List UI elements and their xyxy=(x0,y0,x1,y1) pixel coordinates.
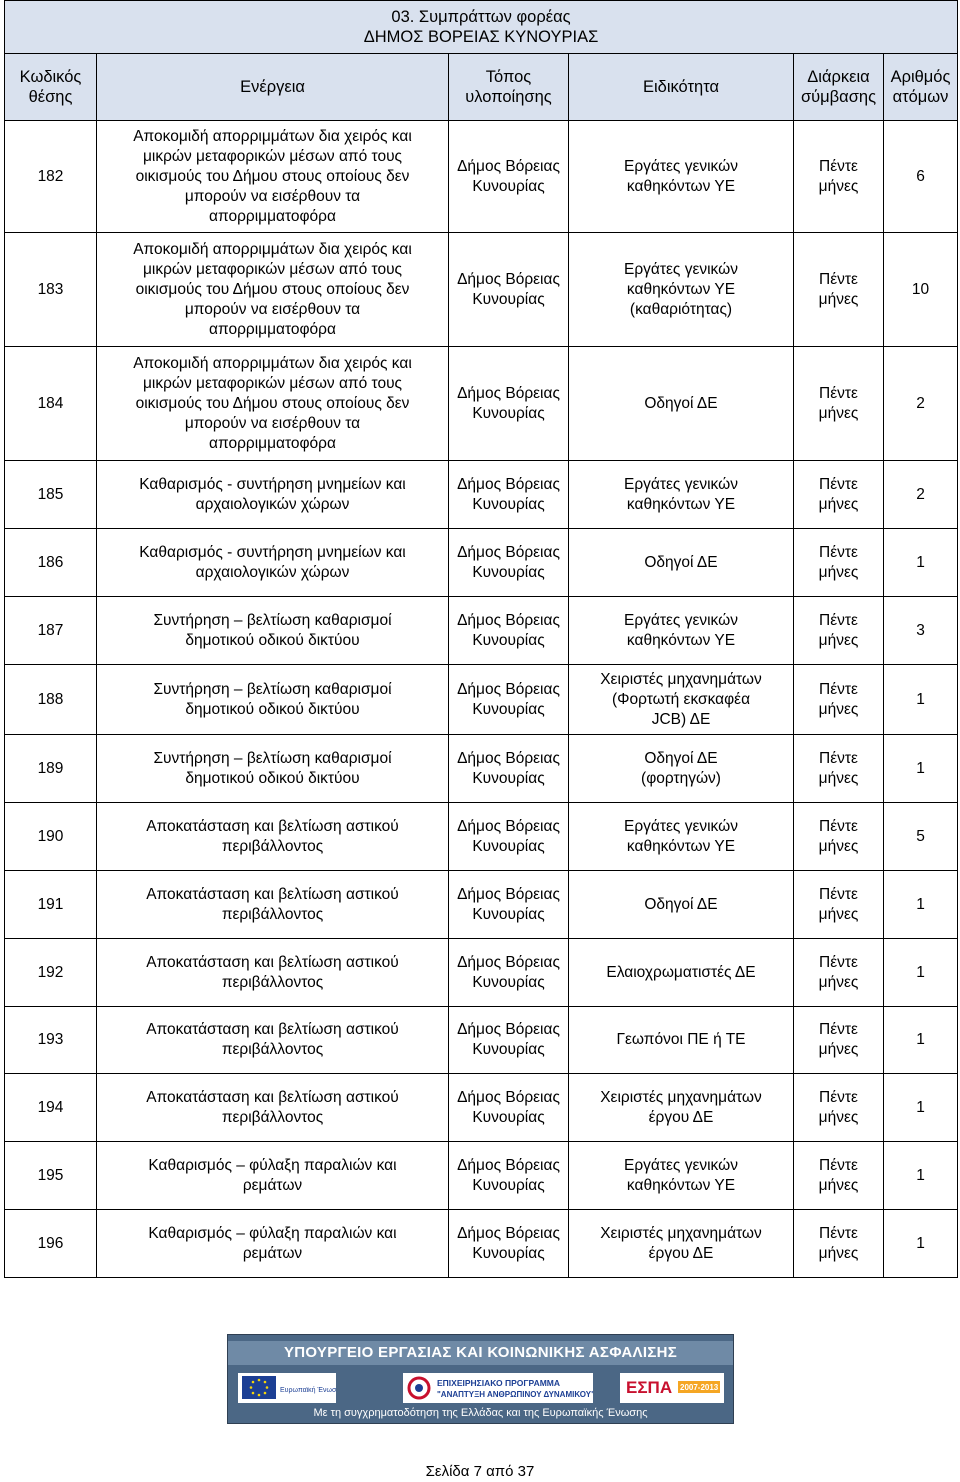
espa-years: 2007-2013 xyxy=(680,1383,719,1392)
cell-action: Συντήρηση – βελτίωση καθαρισμοί δημοτικού οδικού δικτύου xyxy=(97,665,449,735)
cell-action: Αποκατάσταση και βελτίωση αστικού περιβάλλοντος xyxy=(97,939,449,1007)
cell-count: 5 xyxy=(884,803,958,871)
table-row xyxy=(5,735,958,803)
page-number: Σελίδα 7 από 37 xyxy=(425,1463,535,1480)
cell-code: 185 xyxy=(5,461,97,529)
cell-duration: Πέντε μήνες xyxy=(794,939,884,1007)
cell-count: 1 xyxy=(884,1007,958,1074)
job-positions-table xyxy=(4,0,958,1278)
program-emblem-icon xyxy=(403,1373,593,1403)
cell-count: 1 xyxy=(884,939,958,1007)
cell-duration: Πέντε μήνες xyxy=(794,529,884,597)
espa-wordmark: ΕΣΠΑ xyxy=(626,1378,673,1397)
cell-location: Δήμος Βόρειας Κυνουρίας xyxy=(449,871,569,939)
program-line-1: ΕΠΙΧΕΙΡΗΣΙΑΚΟ ΠΡΟΓΡΑΜΜΑ xyxy=(437,1378,561,1388)
eu-label: Ευρωπαϊκή Ένωση xyxy=(280,1387,336,1394)
cell-count: 1 xyxy=(884,871,958,939)
program-line-2: "ΑΝΑΠΤΥΞΗ ΑΝΘΡΩΠΙΝΟΥ ΔΥΝΑΜΙΚΟΥ" xyxy=(437,1390,593,1399)
cell-count: 1 xyxy=(884,1074,958,1142)
cell-duration: Πέντε μήνες xyxy=(794,735,884,803)
cell-action: Συντήρηση – βελτίωση καθαρισμοί δημοτικού οδικού δικτύου xyxy=(97,735,449,803)
cell-code: 184 xyxy=(5,347,97,461)
cell-action: Αποκατάσταση και βελτίωση αστικού περιβάλλοντος xyxy=(97,803,449,871)
cell-action: Καθαρισμός - συντήρηση μνημείων και αρχαιολογικών χώρων xyxy=(97,529,449,597)
cell-duration: Πέντε μήνες xyxy=(794,1142,884,1210)
cell-count: 1 xyxy=(884,1210,958,1278)
cell-duration: Πέντε μήνες xyxy=(794,803,884,871)
cell-action: Συντήρηση – βελτίωση καθαρισμοί δημοτικού οδικού δικτύου xyxy=(97,597,449,665)
cell-specialty: Χειριστές μηχανημάτων (Φορτωτή εκσκαφέα JCB) ΔΕ xyxy=(569,665,794,735)
cell-specialty: Χειριστές μηχανημάτων έργου ΔΕ xyxy=(569,1210,794,1278)
cell-action: Καθαρισμός - συντήρηση μνημείων και αρχαιολογικών χώρων xyxy=(97,461,449,529)
cell-duration: Πέντε μήνες xyxy=(794,233,884,347)
espa-logo xyxy=(620,1373,724,1403)
header-code: Κωδικός θέσης xyxy=(5,54,97,121)
cell-location: Δήμος Βόρειας Κυνουρίας xyxy=(449,233,569,347)
cell-specialty: Εργάτες γενικών καθηκόντων ΥΕ xyxy=(569,121,794,233)
table-row xyxy=(5,803,958,871)
cell-action: Καθαρισμός – φύλαξη παραλιών και ρεμάτων xyxy=(97,1210,449,1278)
eu-logo xyxy=(238,1373,336,1403)
cell-duration: Πέντε μήνες xyxy=(794,665,884,735)
cell-code: 190 xyxy=(5,803,97,871)
cell-duration: Πέντε μήνες xyxy=(794,347,884,461)
table-row xyxy=(5,1007,958,1074)
cell-count: 3 xyxy=(884,597,958,665)
cell-specialty: Ελαιοχρωματιστές ΔΕ xyxy=(569,939,794,1007)
cell-duration: Πέντε μήνες xyxy=(794,1074,884,1142)
table-title xyxy=(5,1,958,54)
cell-action: Αποκατάσταση και βελτίωση αστικού περιβάλλοντος xyxy=(97,1074,449,1142)
table-row xyxy=(5,347,958,461)
cell-duration: Πέντε μήνες xyxy=(794,461,884,529)
cell-specialty: Εργάτες γενικών καθηκόντων ΥΕ xyxy=(569,1142,794,1210)
title-line-2: ΔΗΜΟΣ ΒΟΡΕΙΑΣ ΚΥΝΟΥΡΙΑΣ xyxy=(363,28,599,46)
cell-location: Δήμος Βόρειας Κυνουρίας xyxy=(449,597,569,665)
cell-code: 186 xyxy=(5,529,97,597)
cell-location: Δήμος Βόρειας Κυνουρίας xyxy=(449,529,569,597)
footer-banner xyxy=(227,1334,734,1424)
cell-action: Αποκατάσταση και βελτίωση αστικού περιβάλλοντος xyxy=(97,871,449,939)
table-row xyxy=(5,233,958,347)
cell-specialty: Εργάτες γενικών καθηκόντων ΥΕ xyxy=(569,597,794,665)
cell-specialty: Οδηγοί ΔΕ xyxy=(569,871,794,939)
cell-location: Δήμος Βόρειας Κυνουρίας xyxy=(449,461,569,529)
cell-code: 195 xyxy=(5,1142,97,1210)
cell-action: Αποκομιδή απορριμμάτων δια χειρός και μικρών μεταφορικών μέσων από τους οικισμούς του Δήμου στους οποίους δεν μπορούν να εισέρθουν τα απορριμματοφόρα xyxy=(97,347,449,461)
cell-code: 192 xyxy=(5,939,97,1007)
cell-duration: Πέντε μήνες xyxy=(794,1007,884,1074)
cell-specialty: Οδηγοί ΔΕ xyxy=(569,529,794,597)
cell-specialty: Χειριστές μηχανημάτων έργου ΔΕ xyxy=(569,1074,794,1142)
cell-location: Δήμος Βόρειας Κυνουρίας xyxy=(449,803,569,871)
table-row xyxy=(5,939,958,1007)
header-count: Αριθμός ατόμων xyxy=(884,54,958,121)
cell-specialty: Εργάτες γενικών καθηκόντων ΥΕ xyxy=(569,461,794,529)
cell-specialty: Οδηγοί ΔΕ (φορτηγών) xyxy=(569,735,794,803)
cell-location: Δήμος Βόρειας Κυνουρίας xyxy=(449,735,569,803)
cell-code: 194 xyxy=(5,1074,97,1142)
cell-count: 1 xyxy=(884,1142,958,1210)
cell-location: Δήμος Βόρειας Κυνουρίας xyxy=(449,1210,569,1278)
cell-code: 189 xyxy=(5,735,97,803)
table-title-row xyxy=(5,1,958,54)
cell-count: 1 xyxy=(884,529,958,597)
cell-code: 188 xyxy=(5,665,97,735)
table-row xyxy=(5,461,958,529)
cell-action: Αποκομιδή απορριμμάτων δια χειρός και μικρών μεταφορικών μέσων από τους οικισμούς του Δήμου στους οποίους δεν μπορούν να εισέρθουν τα απορριμματοφόρα xyxy=(97,233,449,347)
table-row xyxy=(5,665,958,735)
header-duration: Διάρκεια σύμβασης xyxy=(794,54,884,121)
table-row xyxy=(5,597,958,665)
cell-specialty: Εργάτες γενικών καθηκόντων ΥΕ xyxy=(569,803,794,871)
cell-code: 183 xyxy=(5,233,97,347)
header-action: Ενέργεια xyxy=(97,54,449,121)
table-row xyxy=(5,529,958,597)
espa-mark-icon xyxy=(620,1373,724,1403)
table-row xyxy=(5,1142,958,1210)
cell-duration: Πέντε μήνες xyxy=(794,1210,884,1278)
header-specialty: Ειδικότητα xyxy=(569,54,794,121)
cell-count: 6 xyxy=(884,121,958,233)
cell-location: Δήμος Βόρειας Κυνουρίας xyxy=(449,1007,569,1074)
cell-specialty: Γεωπόνοι ΠΕ ή ΤΕ xyxy=(569,1007,794,1074)
table-row xyxy=(5,121,958,233)
cell-location: Δήμος Βόρειας Κυνουρίας xyxy=(449,1074,569,1142)
cell-duration: Πέντε μήνες xyxy=(794,597,884,665)
cell-location: Δήμος Βόρειας Κυνουρίας xyxy=(449,347,569,461)
cell-location: Δήμος Βόρειας Κυνουρίας xyxy=(449,939,569,1007)
ministry-title: ΥΠΟΥΡΓΕΙΟ ΕΡΓΑΣΙΑΣ ΚΑΙ ΚΟΙΝΩΝΙΚΗΣ ΑΣΦΑΛΙΣΗΣ xyxy=(228,1341,733,1365)
cell-code: 182 xyxy=(5,121,97,233)
cell-code: 187 xyxy=(5,597,97,665)
cell-specialty: Οδηγοί ΔΕ xyxy=(569,347,794,461)
title-line-1: 03. Συμπράττων φορέας xyxy=(391,8,571,26)
cell-count: 1 xyxy=(884,735,958,803)
cell-count: 2 xyxy=(884,347,958,461)
cell-duration: Πέντε μήνες xyxy=(794,871,884,939)
table-row xyxy=(5,1210,958,1278)
cell-location: Δήμος Βόρειας Κυνουρίας xyxy=(449,1142,569,1210)
cell-location: Δήμος Βόρειας Κυνουρίας xyxy=(449,121,569,233)
cell-count: 1 xyxy=(884,665,958,735)
cell-location: Δήμος Βόρειας Κυνουρίας xyxy=(449,665,569,735)
cell-action: Καθαρισμός – φύλαξη παραλιών και ρεμάτων xyxy=(97,1142,449,1210)
program-logo xyxy=(403,1373,593,1403)
cell-specialty: Εργάτες γενικών καθηκόντων ΥΕ (καθαριότητας) xyxy=(569,233,794,347)
cell-count: 2 xyxy=(884,461,958,529)
cell-action: Αποκομιδή απορριμμάτων δια χειρός και μικρών μεταφορικών μέσων από τους οικισμούς του Δήμου στους οποίους δεν μπορούν να εισέρθουν τα απορριμματοφόρα xyxy=(97,121,449,233)
cell-code: 191 xyxy=(5,871,97,939)
cell-duration: Πέντε μήνες xyxy=(794,121,884,233)
header-location: Τόπος υλοποίησης xyxy=(449,54,569,121)
column-header-row xyxy=(5,54,958,121)
cofinance-note: Με τη συγχρηματοδότηση της Ελλάδας και της Ευρωπαϊκής Ένωσης xyxy=(313,1407,648,1419)
cell-action: Αποκατάσταση και βελτίωση αστικού περιβάλλοντος xyxy=(97,1007,449,1074)
cell-code: 193 xyxy=(5,1007,97,1074)
eu-flag-icon xyxy=(238,1373,336,1403)
table-row xyxy=(5,871,958,939)
cell-code: 196 xyxy=(5,1210,97,1278)
table-row xyxy=(5,1074,958,1142)
cell-count: 10 xyxy=(884,233,958,347)
